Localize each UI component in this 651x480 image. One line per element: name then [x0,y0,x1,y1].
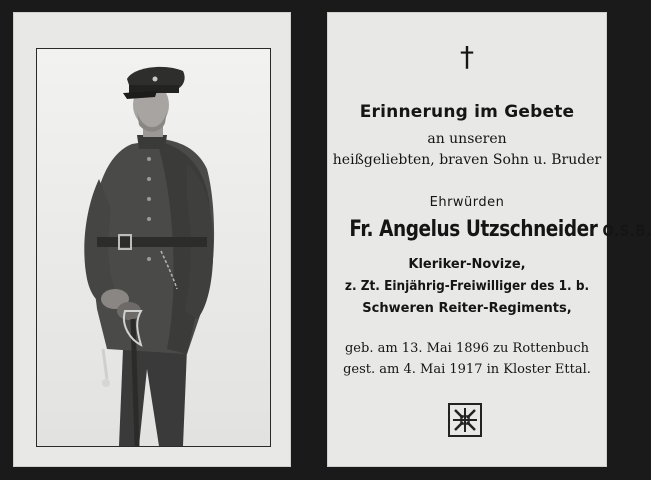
birth-line: geb. am 13. Mai 1896 zu Rottenbuch [344,341,590,356]
deceased-name: Fr. Angelus Utzschneider [349,217,598,242]
role-line-3: Schweren Reiter-Regiments, [362,301,572,316]
soldier-portrait-icon [37,49,270,446]
memorial-heading: Erinnerung im Gebete [359,102,575,122]
portrait-photo [36,48,271,447]
right-card-memorial-text [327,12,651,467]
role-line-2: z. Zt. Einjährig-Freiwilliger des 1. b. [344,279,590,294]
death-line: gest. am 4. Mai 1917 in Kloster Ettal. [343,362,591,377]
left-card-photo-panel [13,12,291,467]
relation-line: heißgeliebten, braven Sohn u. Bruder [332,152,602,168]
order-abbreviation: O.S.B. [602,221,651,240]
cross-icon: † [460,40,474,73]
deceased-name-line [349,217,651,242]
intro-line: an unseren [427,131,507,147]
honorific: Ehrwürden [429,195,505,210]
role-line-1: Kleriker-Novize, [408,257,526,272]
ornamental-cross-emblem-icon [447,402,483,438]
